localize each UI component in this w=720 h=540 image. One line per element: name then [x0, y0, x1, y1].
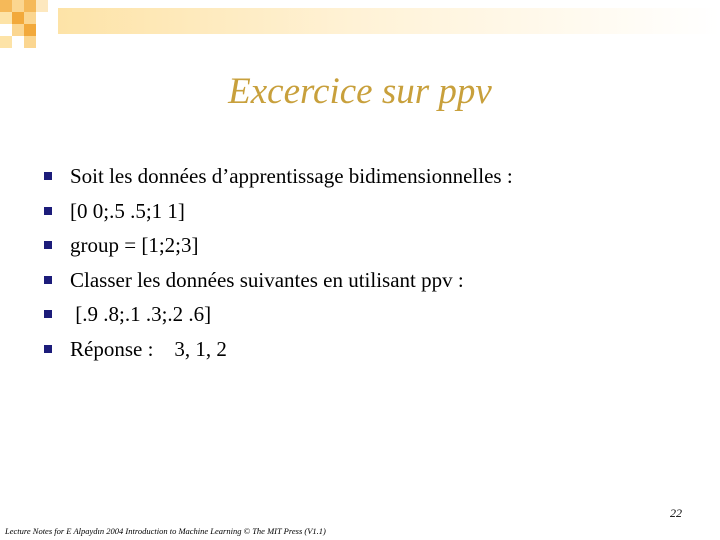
- deco-square: [0, 12, 12, 24]
- deco-square: [24, 36, 36, 48]
- bullet-square-icon: [44, 310, 52, 318]
- deco-gradient-bar: [58, 8, 720, 34]
- deco-square: [24, 24, 36, 36]
- bullet-square-icon: [44, 345, 52, 353]
- bullet-list: [44, 162, 513, 370]
- bullet-text: Soit les données d’apprentissage bidimensionnelles :: [70, 164, 513, 188]
- bullet-text: Réponse : 3, 1, 2: [70, 336, 227, 361]
- footer-credit: Lecture Notes for E Alpaydın 2004 Introduction to Machine Learning © The MIT Press (V1.1): [5, 526, 326, 536]
- bullet-item: [44, 266, 513, 301]
- bullet-square-icon: [44, 172, 52, 180]
- bullet-text: group = [1;2;3]: [70, 233, 199, 258]
- bullet-text: Classer les données suivantes en utilisant ppv :: [70, 267, 464, 292]
- deco-square: [0, 36, 12, 48]
- deco-square: [12, 24, 24, 36]
- bullet-text: [0 0;.5 .5;1 1]: [70, 198, 185, 223]
- deco-square: [24, 12, 36, 24]
- bullet-text: [.9 .8;.1 .3;.2 .6]: [70, 302, 212, 327]
- deco-square: [36, 0, 48, 12]
- bullet-item: [44, 197, 513, 232]
- bullet-item: [44, 231, 513, 266]
- slide-title: Excercice sur ppv: [228, 71, 492, 112]
- bullet-square-icon: [44, 241, 52, 249]
- deco-square: [24, 0, 36, 12]
- page-number: 22: [670, 506, 682, 520]
- bullet-square-icon: [44, 207, 52, 215]
- bullet-item: [44, 335, 513, 370]
- deco-square: [0, 0, 12, 12]
- bullet-square-icon: [44, 276, 52, 284]
- decorative-header: [0, 0, 720, 60]
- deco-square: [12, 12, 24, 24]
- bullet-item: [44, 300, 513, 335]
- bullet-item: [44, 162, 513, 197]
- deco-square: [12, 0, 24, 12]
